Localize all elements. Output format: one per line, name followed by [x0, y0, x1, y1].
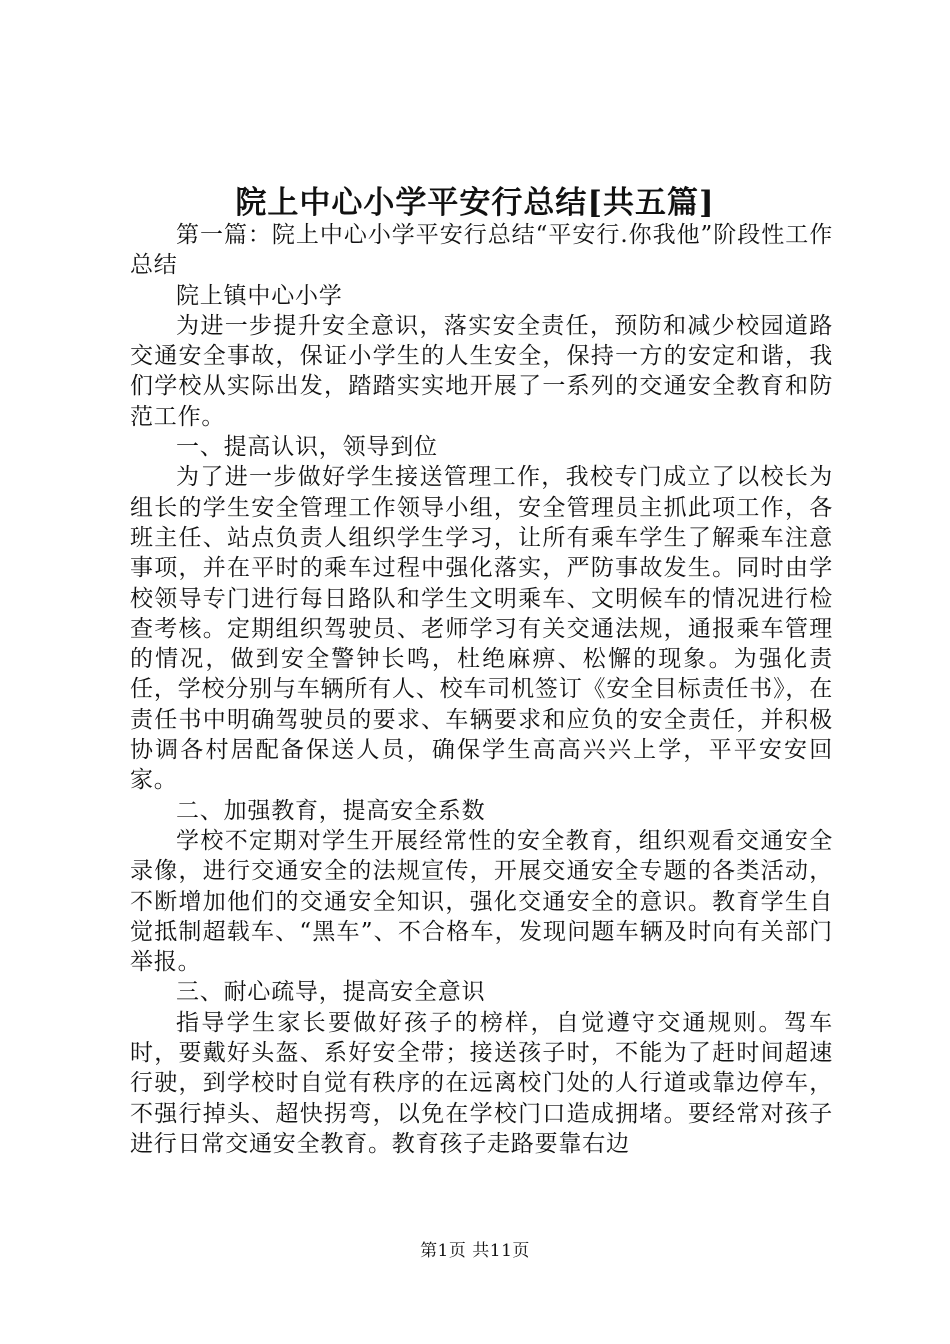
- section-heading-1: 一、提高认识，领导到位: [176, 434, 438, 461]
- body-paragraph-1: 为了进一步做好学生接送管理工作，我校专门成立了以校长为组长的学生安全管理工作领导小组，安全管理员主抓此项工作，各班主任、站点负责人组织学生学习，让所有乘车学生了解乘车注意事项，并在平时的乘车过程中强化落实，严防事故发生。同时由学校领导专门进行每日路队和学生文明乘车、文明候车的情况进行检查考核。定期组织驾驶员、老师学习有关交通法规，通报乘车管理的情况，做到安全警钟长鸣，杜绝麻痹、松懈的现象。为强化责任，学校分别与车辆所有人、校车司机签订《安全目标责任书》，在责任书中明确驾驶员的要求、车辆要求和应负的安全责任，并积极协调各村居配备保送人员，确保学生高高兴兴上学，平平安安回家。: [130, 464, 833, 794]
- document-body: [130, 220, 833, 1159]
- body-paragraph-3: 指导学生家长要做好孩子的榜样，自觉遵守交通规则。驾车时，要戴好头盔、系好安全带；接送孩子时，不能为了赶时间超速行驶，到学校时自觉有秩序的在远离校门处的人行道或靠边停车，不强行掉头、超快拐弯，以免在学校门口造成拥堵。要经常对孩子进行日常交通安全教育。教育孩子走路要靠右边: [130, 1009, 833, 1157]
- intro-paragraph: 为进一步提升安全意识，落实安全责任，预防和减少校园道路交通安全事故，保证小学生的人生安全，保持一方的安定和谐，我们学校从实际出发，踏踏实实地开展了一系列的交通安全教育和防范工作。: [130, 312, 833, 430]
- body-paragraph-2: 学校不定期对学生开展经常性的安全教育，组织观看交通安全录像，进行交通安全的法规宣传，开展交通安全专题的各类活动，不断增加他们的交通安全知识，强化交通安全的意识。教育学生自觉抵制超载车、“黑车”、不合格车，发现问题车辆及时向有关部门举报。: [130, 827, 833, 976]
- document-title: 院上中心小学平安行总结[共五篇]: [235, 185, 715, 221]
- author-line: 院上镇中心小学: [176, 282, 343, 309]
- section-heading-2: 二、加强教育，提高安全系数: [176, 797, 486, 824]
- page-number-footer: 第1页 共11页: [420, 1241, 530, 1261]
- section-heading-3: 三、耐心疏导，提高安全意识: [176, 979, 486, 1006]
- section-heading-first-article: 第一篇：院上中心小学平安行总结“平安行.你我他”阶段性工作总结: [130, 222, 833, 279]
